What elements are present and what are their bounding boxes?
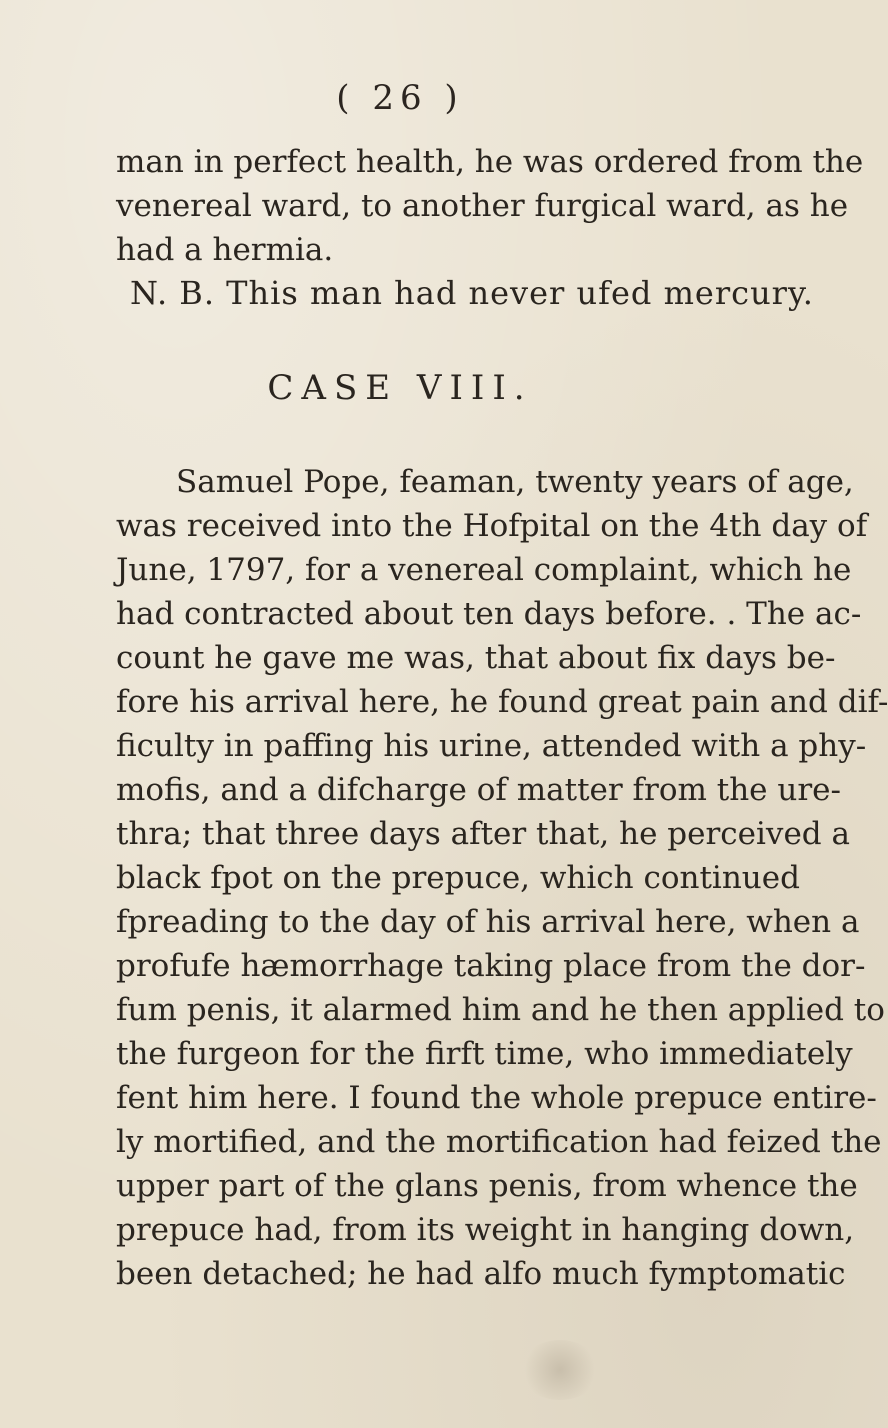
nota-bene-note: N. B. This man had never ufed mercury. [130, 274, 814, 312]
text-line: fent him here. I found the whole prepuce entire- [116, 1080, 877, 1116]
text-line: Samuel Pope, feaman, twenty years of age, [176, 464, 854, 500]
text-line: ly mortified, and the mortification had feized the [116, 1124, 882, 1160]
paper-stain [520, 1340, 600, 1400]
text-line: fum penis, it alarmed him and he then applied to [116, 992, 885, 1028]
text-line: upper part of the glans penis, from whence the [116, 1168, 858, 1204]
text-line: had a hermia. [116, 232, 334, 268]
page-number: ( 26 ) [336, 78, 464, 118]
text-line: venereal ward, to another furgical ward, as he [116, 188, 849, 224]
text-line: was received into the Hofpital on the 4th day of [116, 508, 868, 544]
continued-paragraph [116, 140, 864, 272]
text-line: prepuce had, from its weight in hanging down, [116, 1212, 855, 1248]
text-line: had contracted about ten days before. . The ac- [116, 596, 862, 632]
text-line: been detached; he had alfo much fymptomatic [116, 1256, 846, 1292]
text-line: the furgeon for the firft time, who immediately [116, 1036, 853, 1072]
case-paragraph [116, 460, 888, 1296]
text-line: mofis, and a difcharge of matter from the ure- [116, 772, 841, 808]
text-line: fpreading to the day of his arrival here, when a [116, 904, 860, 940]
text-line: thra; that three days after that, he perceived a [116, 816, 850, 852]
text-line: June, 1797, for a venereal complaint, which he [116, 552, 852, 588]
text-line: man in perfect health, he was ordered from the [116, 144, 864, 180]
text-line: fore his arrival here, he found great pain and dif- [116, 684, 888, 720]
text-line: black fpot on the prepuce, which continued [116, 860, 800, 896]
text-line: count he gave me was, that about fix days be- [116, 640, 836, 676]
case-heading: CASE VIII. [267, 368, 533, 408]
text-line: ficulty in paffing his urine, attended with a phy- [116, 728, 867, 764]
text-line: profufe hæmorrhage taking place from the dor- [116, 948, 866, 984]
